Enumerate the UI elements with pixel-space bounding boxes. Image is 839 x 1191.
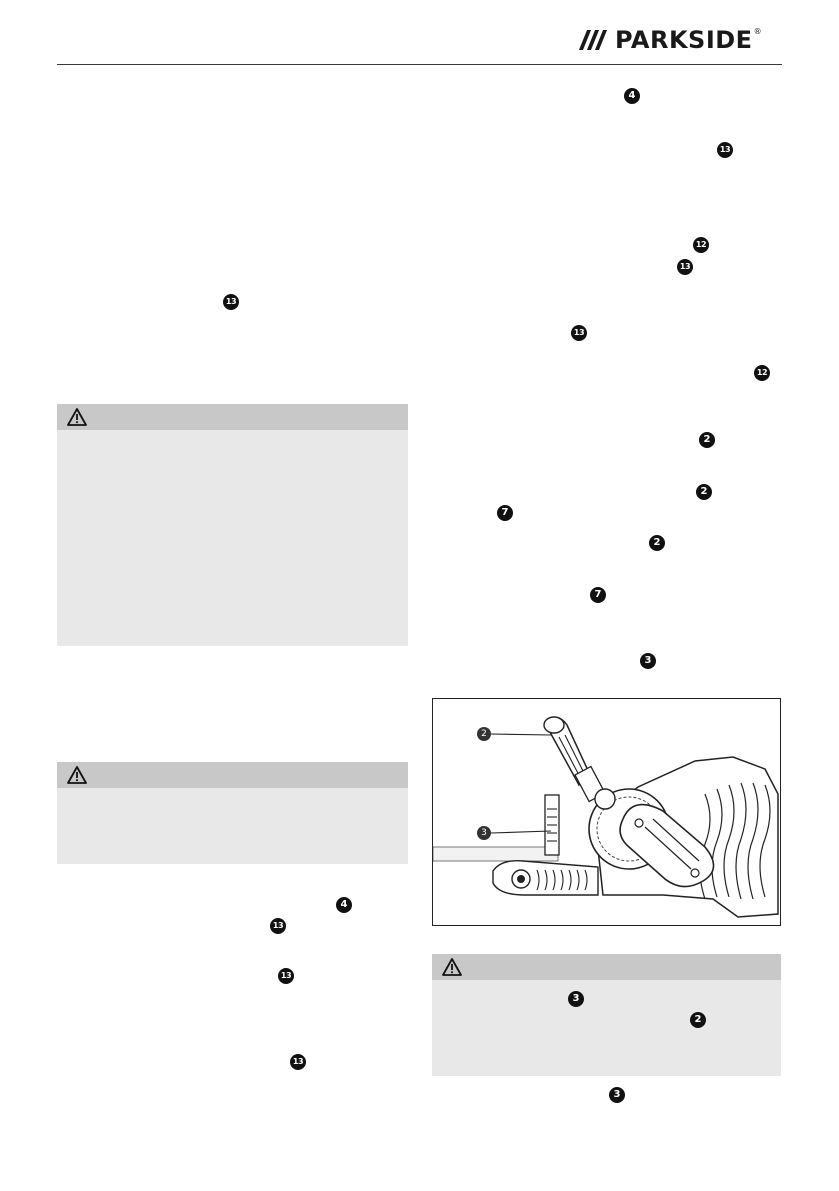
marker-7: 7 bbox=[590, 587, 606, 603]
registered-mark: ® bbox=[753, 27, 763, 36]
header-rule bbox=[57, 64, 782, 65]
marker-2: 2 bbox=[690, 1012, 706, 1028]
marker-13: 13 bbox=[223, 294, 239, 310]
warning-triangle-icon bbox=[67, 765, 87, 785]
figure-callout-2: 2 bbox=[477, 727, 491, 741]
marker-13: 13 bbox=[677, 259, 693, 275]
warning-box bbox=[57, 404, 408, 646]
marker-12: 12 bbox=[693, 237, 709, 253]
marker-3: 3 bbox=[609, 1087, 625, 1103]
warning-box bbox=[432, 954, 781, 1076]
warning-header bbox=[432, 954, 781, 980]
logo-text: PARKSIDE® bbox=[615, 26, 763, 54]
marker-3: 3 bbox=[568, 991, 584, 1007]
parkside-logo bbox=[583, 27, 762, 53]
warning-triangle-icon bbox=[67, 407, 87, 427]
logo-slashes-icon bbox=[583, 30, 607, 50]
marker-2: 2 bbox=[699, 432, 715, 448]
marker-13: 13 bbox=[717, 142, 733, 158]
marker-13: 13 bbox=[571, 325, 587, 341]
marker-13: 13 bbox=[270, 918, 286, 934]
marker-4: 4 bbox=[624, 88, 640, 104]
marker-12: 12 bbox=[754, 365, 770, 381]
figure-callout-3: 3 bbox=[477, 826, 491, 840]
warning-box bbox=[57, 762, 408, 864]
marker-2: 2 bbox=[649, 535, 665, 551]
warning-header bbox=[57, 762, 408, 788]
warning-header bbox=[57, 404, 408, 430]
warning-triangle-icon bbox=[442, 957, 462, 977]
marker-13: 13 bbox=[278, 968, 294, 984]
marker-13: 13 bbox=[290, 1054, 306, 1070]
marker-3: 3 bbox=[640, 653, 656, 669]
marker-2: 2 bbox=[696, 484, 712, 500]
marker-4: 4 bbox=[336, 897, 352, 913]
belt-sander-figure bbox=[432, 698, 781, 926]
marker-7: 7 bbox=[497, 505, 513, 521]
